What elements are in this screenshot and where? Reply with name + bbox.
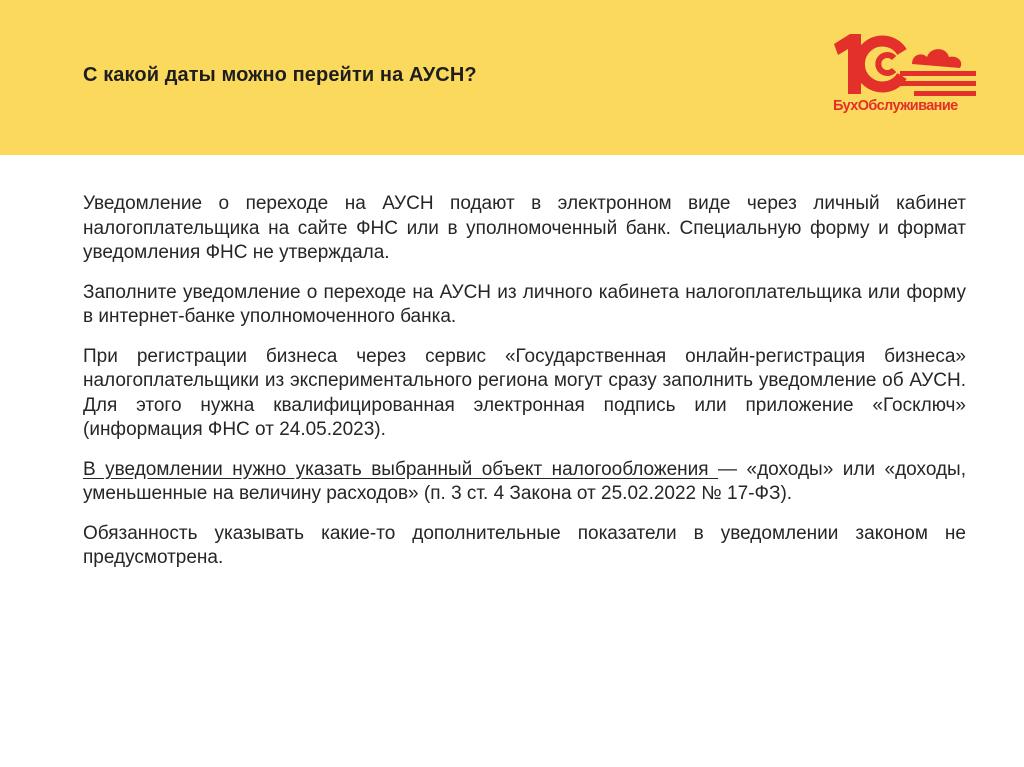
tax-object-options-text: — «доходы» или «доходы, уменьшенные на величину расходов» (п. 3 ст. 4 Закона от 25.02.2022 № 17-ФЗ). (83, 458, 966, 504)
paragraph-tax-object (83, 458, 966, 507)
slide-header (0, 0, 1024, 155)
slide-content (0, 155, 1024, 767)
paragraph-registration: При регистрации бизнеса через сервис «Государственная онлайн-регистрация бизнеса» налогоплательщики из экспериментального региона могут сразу заполнить уведомление об АУСН. Для этого нужна квалифицированная электронная подпись или приложение «Госключ» (информация ФНС от 24.05.2023). (83, 345, 966, 440)
logo-caption: БухОбслуживание (833, 98, 958, 114)
paragraph-fill-notice: Заполните уведомление о переходе на АУСН из личного кабинета налогоплательщика или форму в интернет-банке уполномоченного банка. (83, 281, 966, 327)
underlined-tax-object-text: В уведомлении нужно указать выбранный объект налогообложения (83, 458, 719, 480)
slide-title: С какой даты можно перейти на АУСН? (83, 64, 477, 86)
paragraph-obligation: Обязанность указывать какие-то дополнительные показатели в уведомлении законом не предусмотрена. (83, 522, 966, 568)
logo-1c-mark-icon (830, 30, 980, 98)
paragraph-submission: Уведомление о переходе на АУСН подают в электронном виде через личный кабинет налогоплательщика на сайте ФНС или в уполномоченный банк. Специальную форму и формат уведомления ФНС не утверждала. (83, 193, 966, 263)
brand-logo (830, 30, 980, 125)
body-text (83, 192, 966, 586)
